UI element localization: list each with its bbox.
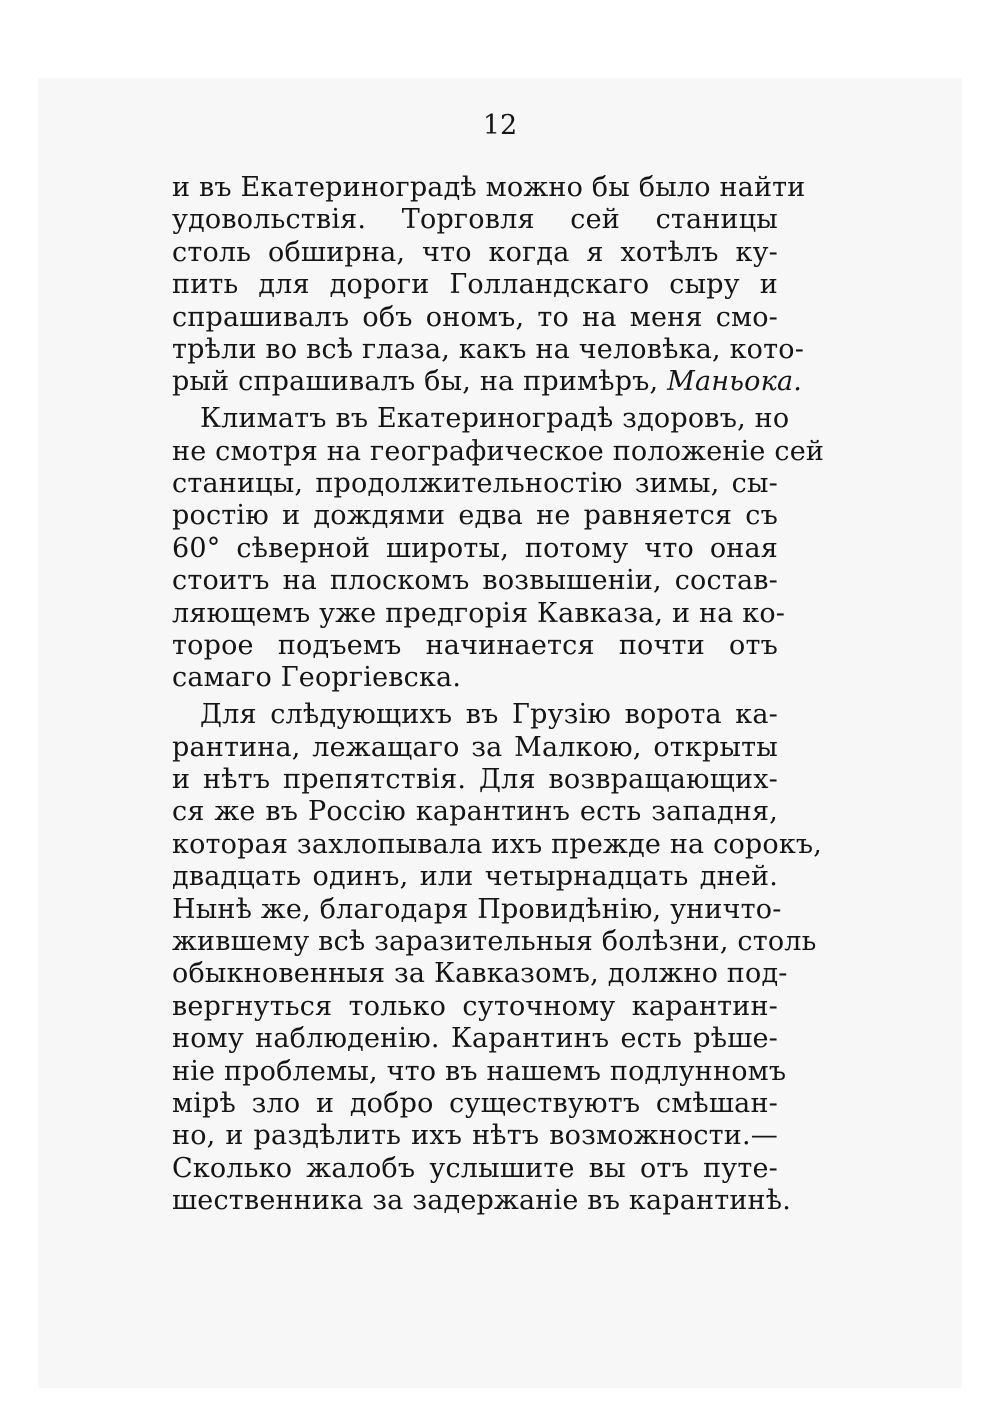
paragraph-2	[172, 403, 825, 695]
body-text	[172, 172, 825, 1218]
text-line: трѣли во всѣ глаза, какъ на человѣка, кото-	[172, 333, 805, 365]
paragraph-3	[172, 699, 823, 1217]
text-line: не смотря на географическое положеніе сей	[172, 435, 825, 467]
text-line: ся же въ Россію карантинъ есть западня,	[172, 796, 778, 828]
text-line: Для слѣдующихъ въ Грузію ворота ка-	[200, 699, 778, 731]
italic-word: Маньока.	[667, 366, 803, 398]
text-line: 60° сѣверной широты, потому что оная	[172, 532, 778, 564]
text-line: вергнуться только суточному карантин-	[172, 990, 778, 1022]
text-line: станицы, продолжительностію зимы, сы-	[172, 468, 778, 500]
text-line: ляющемъ уже предгорія Кавказа, и на ко-	[172, 597, 786, 629]
text-line: жившему всѣ заразительныя болѣзни, столь	[172, 925, 817, 957]
text-line: Сколько жалобъ услышите вы отъ путе-	[172, 1152, 778, 1184]
text-line: торое подъемъ начинается почти отъ	[172, 629, 778, 661]
text-line-with-italic	[172, 366, 803, 398]
text-line: ніе проблемы, что въ нашемъ подлунномъ	[172, 1055, 787, 1087]
text-line: рантина, лежащаго за Малкою, открыты	[172, 731, 778, 763]
text-line: обыкновенныя за Кавказомъ, должно под-	[172, 958, 788, 990]
text-line: ному наблюденію. Карантинъ есть рѣше-	[172, 1023, 778, 1055]
text-line: ростію и дождями едва не равняется съ	[172, 500, 778, 532]
text-line: но, и раздѣлить ихъ нѣтъ возможности.—	[172, 1120, 778, 1152]
text-line-roman: рый спрашивалъ бы, на примѣръ,	[172, 366, 659, 398]
text-line: спрашивалъ объ ономъ, то на меня смо-	[172, 301, 778, 333]
text-line: шественника за задержаніе въ карантинѣ.	[172, 1185, 792, 1217]
page-number: 12	[482, 110, 518, 141]
text-line: мірѣ зло и добро существуютъ смѣшан-	[172, 1087, 778, 1119]
text-line: двадцать одинъ, или четырнадцать дней.	[172, 861, 778, 893]
text-line: Нынѣ же, благодаря Провидѣнію, уничто-	[172, 893, 782, 925]
text-line: которая захлопывала ихъ прежде на сорокъ,	[172, 828, 823, 860]
text-line: столь обширна, что когда я хотѣлъ ку-	[172, 236, 778, 268]
text-line: стоитъ на плоскомъ возвышеніи, состав-	[172, 565, 778, 597]
text-line: и нѣтъ препятствія. Для возвращающих-	[172, 764, 778, 796]
paragraph-1	[172, 172, 806, 399]
text-line: удовольствія. Торговля сей станицы	[172, 204, 778, 236]
text-line: Климатъ въ Екатериноградѣ здоровъ, но	[200, 403, 790, 435]
text-line: и въ Екатериноградѣ можно бы было найти	[172, 172, 806, 203]
text-line: самаго Георгіевска.	[172, 662, 462, 694]
text-line: пить для дороги Голландскаго сыру и	[172, 269, 778, 301]
